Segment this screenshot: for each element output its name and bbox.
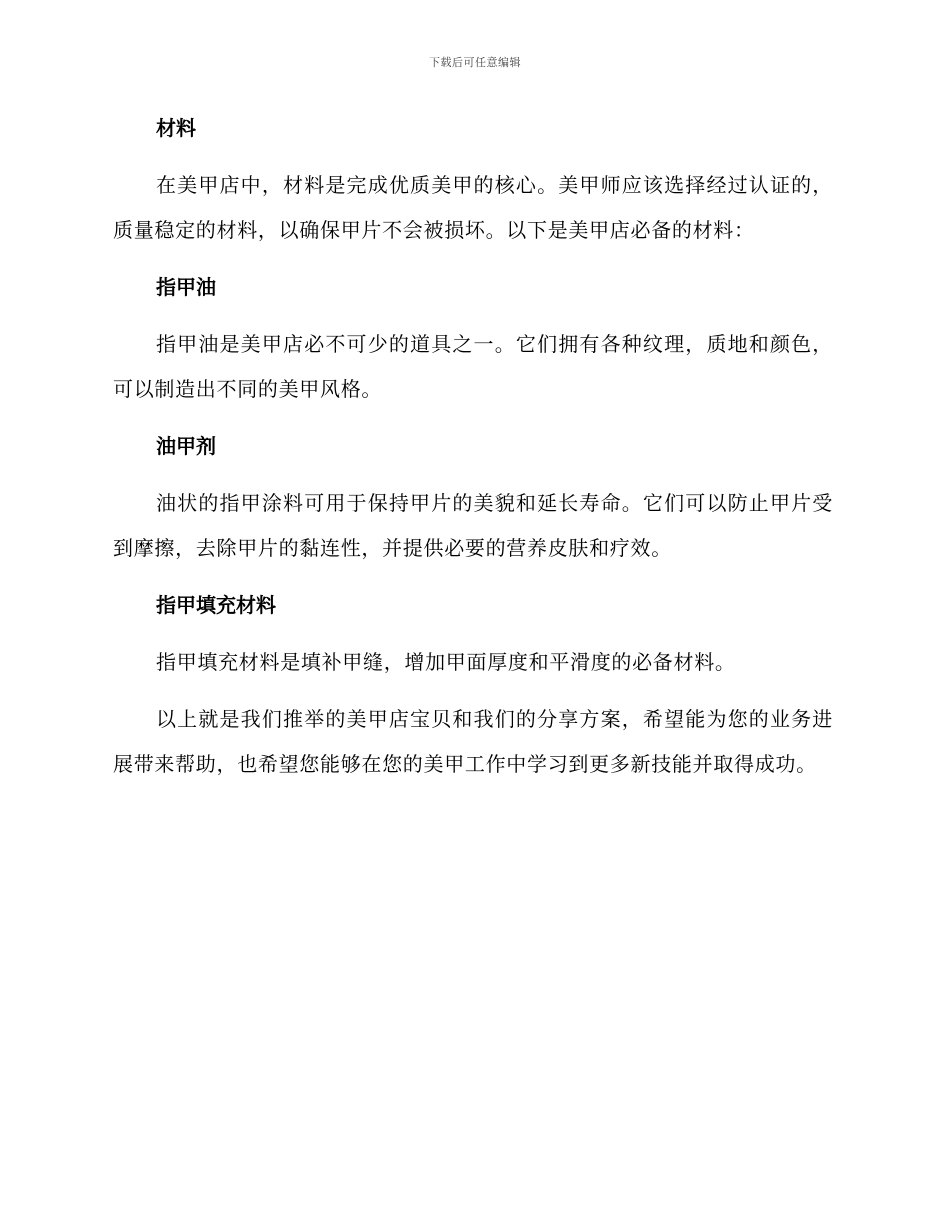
section-paragraph-nail-filler: 指甲填充材料是填补甲缝，增加甲面厚度和平滑度的必备材料。 <box>156 650 736 674</box>
header-note: 下载后可任意编辑 <box>429 56 521 69</box>
section-heading-materials: 材料 <box>156 116 196 140</box>
conclusion-paragraph: 以上就是我们推举的美甲店宝贝和我们的分享方案，希望能为您的业务进展带来帮助，也希望您能够在您的美甲工作中学习到更多新技能并取得成功。 <box>113 707 833 776</box>
document-body <box>113 106 833 787</box>
section-heading-nail-filler: 指甲填充材料 <box>156 593 276 617</box>
section-paragraph-materials: 在美甲店中，材料是完成优质美甲的核心。美甲师应该选择经过认证的，质量稳定的材料，以确保甲片不会被损坏。以下是美甲店必备的材料： <box>113 173 833 242</box>
section-heading-nail-polish: 指甲油 <box>156 275 216 299</box>
section-paragraph-nail-oil: 油状的指甲涂料可用于保持甲片的美貌和延长寿命。它们可以防止甲片受到摩擦，去除甲片的黏连性，并提供必要的营养皮肤和疗效。 <box>113 491 833 560</box>
section-heading-nail-oil: 油甲剂 <box>156 434 216 458</box>
section-paragraph-nail-polish: 指甲油是美甲店必不可少的道具之一。它们拥有各种纹理，质地和颜色，可以制造出不同的美甲风格。 <box>113 332 833 401</box>
